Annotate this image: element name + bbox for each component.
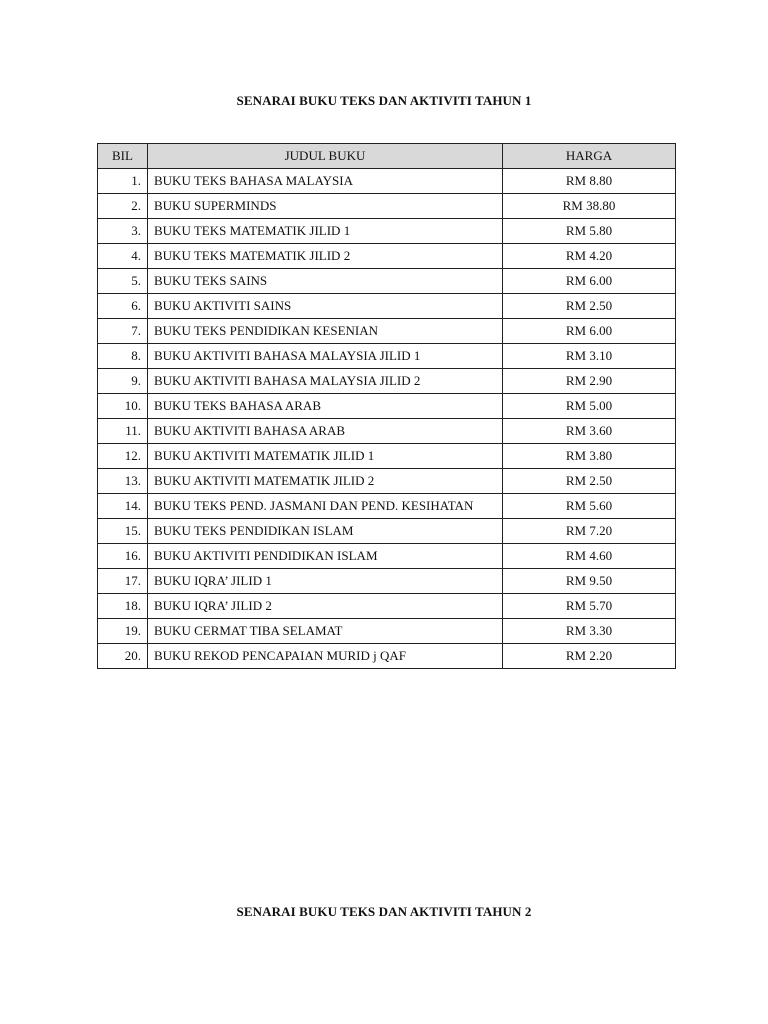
book-price: RM 38.80 [503,194,676,219]
book-price: RM 6.00 [503,319,676,344]
book-price: RM 3.60 [503,419,676,444]
row-number: 4. [98,244,148,269]
book-title: BUKU IQRA’ JILID 1 [148,569,503,594]
table-row [98,219,676,244]
row-number: 13. [98,469,148,494]
table-row [98,244,676,269]
book-title: BUKU AKTIVITI BAHASA MALAYSIA JILID 1 [148,344,503,369]
book-title: BUKU TEKS PENDIDIKAN KESENIAN [148,319,503,344]
row-number: 2. [98,194,148,219]
book-price: RM 5.00 [503,394,676,419]
table-row [98,344,676,369]
page-title-year-1: SENARAI BUKU TEKS DAN AKTIVITI TAHUN 1 [236,93,532,108]
row-number: 8. [98,344,148,369]
table-row [98,619,676,644]
book-price: RM 8.80 [503,169,676,194]
book-price: RM 5.80 [503,219,676,244]
table-row [98,419,676,444]
book-price: RM 2.50 [503,469,676,494]
row-number: 6. [98,294,148,319]
row-number: 7. [98,319,148,344]
table-row [98,394,676,419]
table-row [98,444,676,469]
book-price: RM 7.20 [503,519,676,544]
book-price: RM 5.70 [503,594,676,619]
book-price: RM 4.60 [503,544,676,569]
row-number: 15. [98,519,148,544]
column-header-bil: BIL [98,144,148,169]
book-title: BUKU AKTIVITI SAINS [148,294,503,319]
book-price: RM 3.10 [503,344,676,369]
book-title: BUKU TEKS BAHASA ARAB [148,394,503,419]
table-row [98,569,676,594]
table-row [98,269,676,294]
book-title: BUKU AKTIVITI MATEMATIK JILID 1 [148,444,503,469]
book-price: RM 9.50 [503,569,676,594]
column-header-judul: JUDUL BUKU [148,144,503,169]
book-title: BUKU AKTIVITI PENDIDIKAN ISLAM [148,544,503,569]
book-price: RM 3.80 [503,444,676,469]
table-row [98,544,676,569]
book-price: RM 4.20 [503,244,676,269]
book-price: RM 5.60 [503,494,676,519]
row-number: 10. [98,394,148,419]
book-price: RM 6.00 [503,269,676,294]
table-row [98,494,676,519]
book-title: BUKU TEKS MATEMATIK JILID 1 [148,219,503,244]
table-row [98,369,676,394]
book-title: BUKU TEKS PEND. JASMANI DAN PEND. KESIHATAN [148,494,503,519]
table-header-row [98,144,676,169]
row-number: 9. [98,369,148,394]
row-number: 3. [98,219,148,244]
table-row [98,169,676,194]
table-row [98,194,676,219]
book-title: BUKU REKOD PENCAPAIAN MURID j QAF [148,644,503,669]
book-title: BUKU TEKS MATEMATIK JILID 2 [148,244,503,269]
row-number: 14. [98,494,148,519]
row-number: 12. [98,444,148,469]
book-list-table [97,143,676,669]
book-title: BUKU CERMAT TIBA SELAMAT [148,619,503,644]
column-header-harga: HARGA [503,144,676,169]
table-row [98,644,676,669]
book-price: RM 2.20 [503,644,676,669]
book-title: BUKU AKTIVITI MATEMATIK JILID 2 [148,469,503,494]
table-row [98,469,676,494]
book-title: BUKU TEKS SAINS [148,269,503,294]
book-title: BUKU TEKS BAHASA MALAYSIA [148,169,503,194]
row-number: 1. [98,169,148,194]
row-number: 5. [98,269,148,294]
book-title: BUKU TEKS PENDIDIKAN ISLAM [148,519,503,544]
book-title: BUKU AKTIVITI BAHASA MALAYSIA JILID 2 [148,369,503,394]
page-title-year-2: SENARAI BUKU TEKS DAN AKTIVITI TAHUN 2 [236,904,532,919]
book-price: RM 2.50 [503,294,676,319]
row-number: 20. [98,644,148,669]
book-price: RM 2.90 [503,369,676,394]
book-price: RM 3.30 [503,619,676,644]
book-title: BUKU SUPERMINDS [148,194,503,219]
book-title: BUKU IQRA’ JILID 2 [148,594,503,619]
table-row [98,594,676,619]
table-row [98,294,676,319]
row-number: 19. [98,619,148,644]
row-number: 18. [98,594,148,619]
table-row [98,319,676,344]
row-number: 11. [98,419,148,444]
table-row [98,519,676,544]
book-title: BUKU AKTIVITI BAHASA ARAB [148,419,503,444]
row-number: 16. [98,544,148,569]
row-number: 17. [98,569,148,594]
